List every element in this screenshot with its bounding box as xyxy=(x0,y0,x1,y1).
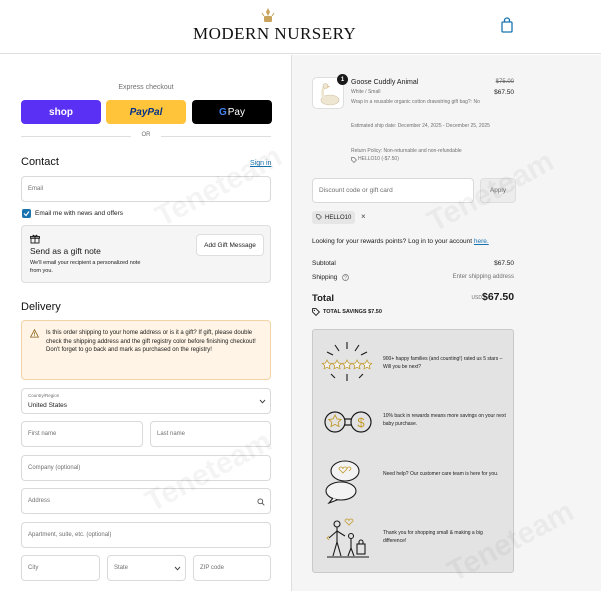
delivery-title: Delivery xyxy=(21,301,61,313)
discount-chip xyxy=(312,211,355,224)
promise-support-text: Need help? Our customer care team is here for you. xyxy=(383,471,499,477)
google-pay-button[interactable] xyxy=(192,100,272,124)
newsletter-checkbox[interactable] xyxy=(22,209,31,218)
rewards-login-link[interactable]: here. xyxy=(473,238,489,245)
contact-title: Contact xyxy=(21,156,59,168)
or-divider xyxy=(21,131,271,141)
promise-reviews xyxy=(321,340,507,386)
address-field[interactable] xyxy=(21,488,271,514)
promise-support xyxy=(321,458,507,504)
checkout-form xyxy=(0,55,291,591)
savings-tag-icon xyxy=(312,308,320,316)
state-label: State xyxy=(114,565,129,571)
product-name: Goose Cuddly Animal xyxy=(351,79,419,86)
discount-code-input[interactable]: Discount code or gift card xyxy=(312,178,474,203)
total-savings: TOTAL SAVINGS $7.50 xyxy=(323,309,382,315)
remove-discount-icon[interactable]: × xyxy=(361,212,366,221)
warning-text: Is this order shipping to your home address or is it a gift? If gift, please double check the shipping address and the gift registry color before finishing checkout! Don't forget to go back and mark as purchased on the registry! xyxy=(46,330,256,353)
shipping-value: Enter shipping address xyxy=(452,274,514,280)
or-label: OR xyxy=(141,132,151,138)
product-variant: White / Small xyxy=(351,89,381,95)
gift-wrap-option: Wrap in a reusable organic cotton drawstring gift bag?: No xyxy=(351,99,480,105)
rewards-exchange-icon xyxy=(321,400,373,446)
five-star-rating-icon xyxy=(321,340,373,386)
total-value: $67.50 xyxy=(482,291,515,303)
gift-note-description: We'll email your recipient a personalized note from you. xyxy=(30,260,141,274)
shop-pay-button[interactable]: shop xyxy=(21,100,101,124)
family-shopping-icon xyxy=(321,516,373,562)
google-pay-label: Pay xyxy=(227,106,245,118)
order-summary xyxy=(291,55,601,591)
subtotal-label: Subtotal xyxy=(312,260,336,267)
gift-note-box xyxy=(21,225,271,283)
country-value: United States xyxy=(28,402,68,409)
email-field[interactable]: Email xyxy=(21,176,271,202)
shopping-bag-icon[interactable] xyxy=(500,17,514,33)
return-policy: Return Policy: Non-returnable and non-refundable xyxy=(351,148,462,154)
promise-reviews-text: 900+ happy families (and counting!) rated us 5 stars – Will you be next? xyxy=(383,356,503,370)
applied-discount-line: HELLO10 (-$7.50) xyxy=(358,156,399,162)
zip-field[interactable]: ZIP code xyxy=(193,555,271,581)
ship-date: Estimated ship date: December 24, 2025 - December 25, 2025 xyxy=(351,123,490,129)
express-checkout-title: Express checkout xyxy=(118,84,174,91)
add-gift-message-button[interactable]: Add Gift Message xyxy=(196,234,264,256)
tag-icon xyxy=(351,157,357,163)
shipping-label: Shipping xyxy=(312,274,338,281)
promise-rewards xyxy=(321,400,507,446)
brand-promises-panel xyxy=(312,329,514,573)
apply-discount-button[interactable]: Apply xyxy=(480,178,516,203)
gift-note-title: Send as a gift note xyxy=(30,246,101,256)
search-icon[interactable] xyxy=(257,498,265,506)
last-name-field[interactable]: Last name xyxy=(150,421,271,447)
crown-icon xyxy=(261,7,275,23)
newsletter-label: Email me with news and offers xyxy=(35,210,124,217)
store-logo[interactable] xyxy=(193,7,357,47)
country-select[interactable] xyxy=(21,388,271,414)
state-select[interactable] xyxy=(107,555,186,581)
city-field[interactable]: City xyxy=(21,555,100,581)
help-icon[interactable] xyxy=(342,274,349,281)
chevron-down-icon xyxy=(174,566,181,571)
discounted-price: $67.50 xyxy=(494,89,514,96)
rewards-message: Looking for your rewards points? Log in to your account xyxy=(312,238,473,245)
subtotal-value: $67.50 xyxy=(494,260,514,267)
original-price: $75.00 xyxy=(495,79,514,85)
check-icon xyxy=(23,210,30,217)
promise-small-business xyxy=(321,516,507,562)
total-label: Total xyxy=(312,293,334,304)
tag-icon xyxy=(316,214,322,220)
first-name-field[interactable]: First name xyxy=(21,421,143,447)
header xyxy=(0,0,601,54)
promise-rewards-text: 10% back in rewards means more savings on your next baby purchase. xyxy=(383,413,506,427)
sign-in-link[interactable]: Sign in xyxy=(250,160,272,167)
svg-text:$: $ xyxy=(357,415,365,430)
chevron-down-icon xyxy=(259,399,266,404)
address-placeholder: Address xyxy=(28,498,51,504)
quantity-badge: 1 xyxy=(337,74,348,85)
rewards-text xyxy=(312,238,489,245)
warning-icon xyxy=(30,329,39,338)
discount-chip-label: HELLO10 xyxy=(325,214,352,221)
apartment-field[interactable]: Apartment, suite, etc. (optional) xyxy=(21,522,271,548)
google-g-icon: G xyxy=(218,106,227,118)
promise-small-business-text: Thank you for shopping small & making a big difference! xyxy=(383,530,483,544)
logo-text: MODERN NURSERY xyxy=(193,24,357,43)
chat-bubbles-icon xyxy=(321,458,373,504)
paypal-button[interactable]: PayPal xyxy=(106,100,186,124)
svg-text:?: ? xyxy=(344,275,347,281)
country-label: Country/Region xyxy=(28,393,60,398)
company-field[interactable]: Company (optional) xyxy=(21,455,271,481)
shipping-warning-banner xyxy=(21,320,271,380)
currency-code: USD xyxy=(471,295,482,301)
gift-icon xyxy=(30,234,40,244)
